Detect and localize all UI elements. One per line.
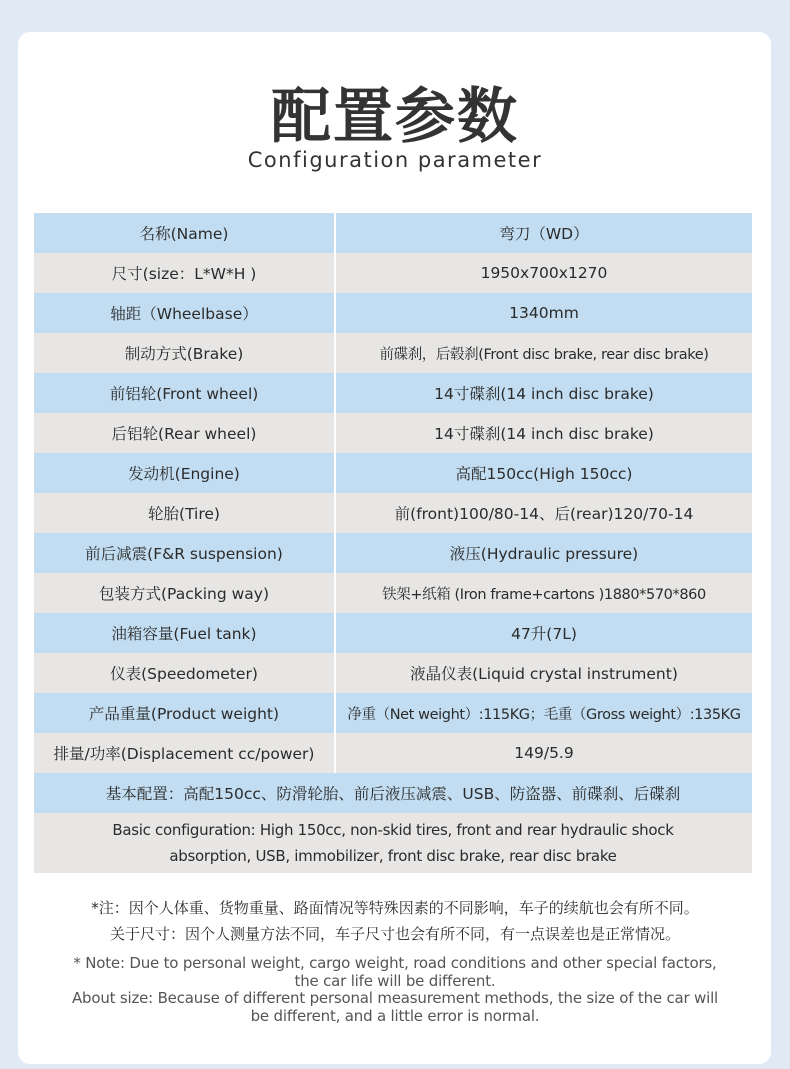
note-en-line4: be different, and a little error is normal.	[250, 1006, 540, 1025]
spec-table	[34, 213, 752, 873]
spec-label: 产品重量(Product weight)	[34, 693, 334, 733]
spec-row-size	[34, 253, 752, 293]
spec-label: 后铝轮(Rear wheel)	[34, 413, 334, 453]
spec-label: 轮胎(Tire)	[34, 493, 334, 533]
basic-config-cn: 基本配置：高配150cc、防滑轮胎、前后液压减震、USB、防盗器、前碟刹、后碟刹	[34, 773, 752, 813]
page-subtitle: Configuration parameter	[247, 148, 543, 172]
spec-row-weight	[34, 693, 752, 733]
spec-value: 高配150cc(High 150cc)	[336, 453, 752, 493]
spec-value: 14寸碟刹(14 inch disc brake)	[336, 413, 752, 453]
spec-row-tire	[34, 493, 752, 533]
spec-value: 47升(7L)	[336, 613, 752, 653]
spec-value: 弯刀（WD）	[336, 213, 752, 253]
spec-row-wheelbase	[34, 293, 752, 333]
basic-config-cn-row	[34, 773, 752, 813]
spec-value: 1950x700x1270	[336, 253, 752, 293]
spec-label: 仪表(Speedometer)	[34, 653, 334, 693]
note-cn-line1: *注：因个人体重、货物重量、路面情况等特殊因素的不同影响，车子的续航也会有所不同。	[91, 899, 699, 917]
spec-label: 轴距（Wheelbase）	[34, 293, 334, 333]
spec-value: 液压(Hydraulic pressure)	[336, 533, 752, 573]
spec-value: 149/5.9	[336, 733, 752, 773]
spec-row-fuel-tank	[34, 613, 752, 653]
basic-config-en	[34, 813, 752, 873]
spec-value: 1340mm	[336, 293, 752, 333]
spec-label: 发动机(Engine)	[34, 453, 334, 493]
basic-config-en-line2: absorption, USB, immobilizer, front disc brake, rear disc brake	[169, 847, 617, 865]
basic-config-en-row	[34, 813, 752, 873]
basic-config-en-line1: Basic configuration: High 150cc, non-skid tires, front and rear hydraulic shock	[112, 821, 674, 839]
spec-row-rear-wheel	[34, 413, 752, 453]
spec-label: 尺寸(size：L*W*H )	[34, 253, 334, 293]
note-cn-line2: 关于尺寸：因个人测量方法不同，车子尺寸也会有所不同，有一点误差也是正常情况。	[109, 925, 680, 943]
spec-label: 前后减震(F&R suspension)	[34, 533, 334, 573]
spec-row-speedometer	[34, 653, 752, 693]
page-title: 配置参数	[271, 82, 519, 152]
spec-row-packing	[34, 573, 752, 613]
spec-label: 名称(Name)	[34, 213, 334, 253]
notes-chinese	[0, 895, 790, 947]
spec-row-brake	[34, 333, 752, 373]
spec-label: 前铝轮(Front wheel)	[34, 373, 334, 413]
spec-row-front-wheel	[34, 373, 752, 413]
spec-value: 14寸碟刹(14 inch disc brake)	[336, 373, 752, 413]
spec-label: 排量/功率(Displacement cc/power)	[34, 733, 334, 773]
notes-english	[0, 955, 790, 1025]
spec-value: 净重（Net weight）:115KG；毛重（Gross weight）:135KG	[336, 693, 752, 733]
spec-label: 油箱容量(Fuel tank)	[34, 613, 334, 653]
spec-value: 前(front)100/80-14、后(rear)120/70-14	[336, 493, 752, 533]
spec-value: 前碟刹，后毂刹(Front disc brake, rear disc brake)	[336, 333, 752, 373]
note-en-line2: the car life will be different.	[294, 971, 496, 990]
spec-row-name	[34, 213, 752, 253]
note-en-line1: * Note: Due to personal weight, cargo weight, road conditions and other special factors,	[73, 954, 717, 972]
spec-value: 液晶仪表(Liquid crystal instrument)	[336, 653, 752, 693]
spec-row-displacement	[34, 733, 752, 773]
spec-row-suspension	[34, 533, 752, 573]
spec-label: 包装方式(Packing way)	[34, 573, 334, 613]
note-en-line3: About size: Because of different personal measurement methods, the size of the car will	[71, 989, 719, 1007]
spec-value: 铁架+纸箱 (Iron frame+cartons )1880*570*860	[336, 573, 752, 613]
spec-row-engine	[34, 453, 752, 493]
spec-label: 制动方式(Brake)	[34, 333, 334, 373]
